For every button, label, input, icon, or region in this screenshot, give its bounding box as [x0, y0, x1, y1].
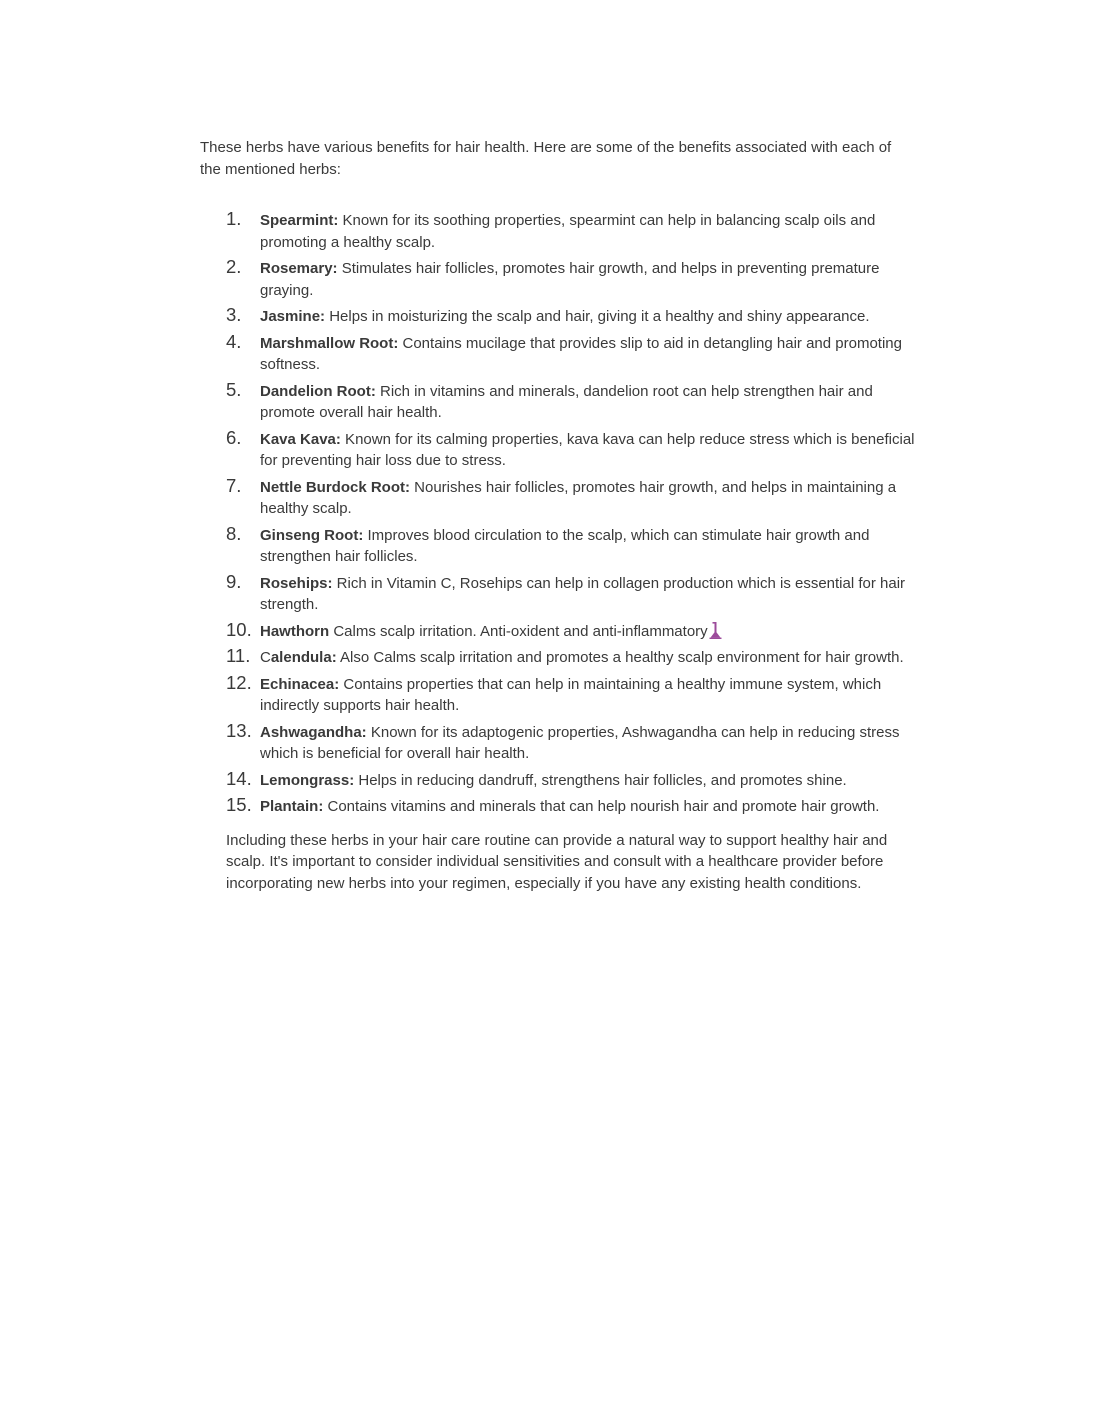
item-text [260, 525, 915, 568]
list-item [200, 427, 926, 472]
herb-name: Plantain: [260, 798, 324, 815]
item-number: 6. [226, 426, 242, 448]
item-number: 9. [226, 570, 242, 592]
list-item [200, 208, 926, 253]
item-text [260, 210, 915, 253]
item-text [260, 573, 915, 616]
item-text [260, 258, 915, 301]
item-description: Known for its calming properties, kava kava can help reduce stress which is beneficial for preventing hair loss due to stress. [260, 430, 915, 469]
document-content [200, 122, 926, 909]
item-text [260, 429, 915, 472]
item-text [260, 381, 915, 424]
item-description: Calms scalp irritation. Anti-oxident and anti-inflammatory [329, 622, 708, 640]
herb-name: Rosemary: [260, 260, 338, 277]
item-number: 5. [226, 378, 242, 400]
item-description: Rich in vitamins and minerals, dandelion root can help strengthen hair and promote overall hair health. [260, 382, 873, 421]
item-description: Helps in reducing dandruff, strengthens hair follicles, and promotes shine. [354, 771, 847, 789]
herb-name: Ginseng Root: [260, 526, 364, 544]
item-description: Rich in Vitamin C, Rosehips can help in collagen production which is essential for hair strength. [260, 574, 906, 613]
list-item [200, 768, 926, 792]
item-description: Nourishes hair follicles, promotes hair growth, and helps in maintaining a healthy scalp. [260, 478, 897, 517]
item-description: Also Calms scalp irritation and promotes a healthy scalp environment for hair growth. [336, 649, 904, 666]
item-number: 3. [226, 304, 242, 325]
list-item [200, 523, 926, 568]
item-description: Known for its adaptogenic properties, Ashwagandha can help in reducing stress which is beneficial for overall hair health. [260, 723, 900, 762]
herb-name: Spearmint: [260, 212, 339, 229]
text-cursor-icon [709, 623, 722, 640]
item-number: 13. [226, 719, 252, 741]
item-number: 14. [226, 767, 252, 789]
item-number: 1. [226, 208, 242, 229]
item-description: Improves blood circulation to the scalp, which can stimulate hair growth and strengthen hair follicles. [260, 526, 870, 565]
outro-paragraph: Including these herbs in your hair care routine can provide a natural way to support healthy hair and scalp. It's important to consider individual sensitivities and consult with a healthcare provider before incorporating new herbs into your regimen, especially if you have any existing health conditions. [226, 831, 888, 892]
item-text [260, 647, 915, 669]
list-item [200, 794, 926, 818]
herb-name: Kava Kava: [260, 430, 341, 448]
item-description: Helps in moisturizing the scalp and hair, giving it a healthy and shiny appearance. [325, 308, 870, 325]
item-number: 15. [226, 794, 252, 815]
herb-name: Dandelion Root: [260, 382, 376, 400]
herb-name: alendula: [270, 649, 337, 666]
item-description: Stimulates hair follicles, promotes hair growth, and helps in preventing premature graying. [260, 260, 880, 299]
item-text [260, 796, 915, 818]
item-number: 10. [226, 618, 252, 640]
list-item [200, 304, 926, 328]
list-item [200, 256, 926, 301]
herb-list [200, 208, 926, 818]
item-text [260, 477, 915, 520]
herb-name: Jasmine: [260, 308, 326, 325]
item-number: 7. [226, 474, 242, 496]
herb-name: Rosehips: [260, 574, 333, 592]
herb-name: Ashwagandha: [260, 723, 367, 741]
list-item [200, 571, 926, 616]
item-text [260, 674, 915, 717]
intro-paragraph: These herbs have various benefits for hair health. Here are some of the benefits associated with each of the mentioned herbs: [200, 139, 892, 178]
list-item [200, 619, 926, 643]
herb-name: Lemongrass: [260, 771, 355, 789]
herb-name: Nettle Burdock Root: [260, 478, 410, 496]
item-description: Known for its soothing properties, spearmint can help in balancing scalp oils and promoting a healthy scalp. [260, 212, 876, 251]
item-description: Contains vitamins and minerals that can help nourish hair and promote hair growth. [323, 798, 880, 815]
herb-name-lead: C [260, 649, 271, 666]
item-number: 8. [226, 522, 242, 544]
list-item [200, 720, 926, 765]
list-item [200, 331, 926, 376]
item-description: Contains properties that can help in maintaining a healthy immune system, which indirectly supports hair health. [260, 675, 882, 714]
item-number: 2. [226, 256, 242, 277]
item-number: 12. [226, 671, 252, 693]
list-item [200, 475, 926, 520]
item-text [260, 306, 915, 328]
item-text [260, 770, 915, 792]
item-text [260, 722, 915, 765]
list-item [200, 379, 926, 424]
herb-name: Echinacea: [260, 675, 340, 693]
list-item [200, 645, 926, 669]
item-text [260, 621, 915, 643]
herb-name: Marshmallow Root: [260, 334, 399, 352]
item-number: 4. [226, 330, 242, 352]
item-number: 11. [226, 645, 251, 666]
list-item [200, 672, 926, 717]
item-description: Contains mucilage that provides slip to aid in detangling hair and promoting softness. [260, 334, 902, 373]
herb-name: Hawthorn [260, 622, 330, 640]
item-text [260, 333, 915, 376]
